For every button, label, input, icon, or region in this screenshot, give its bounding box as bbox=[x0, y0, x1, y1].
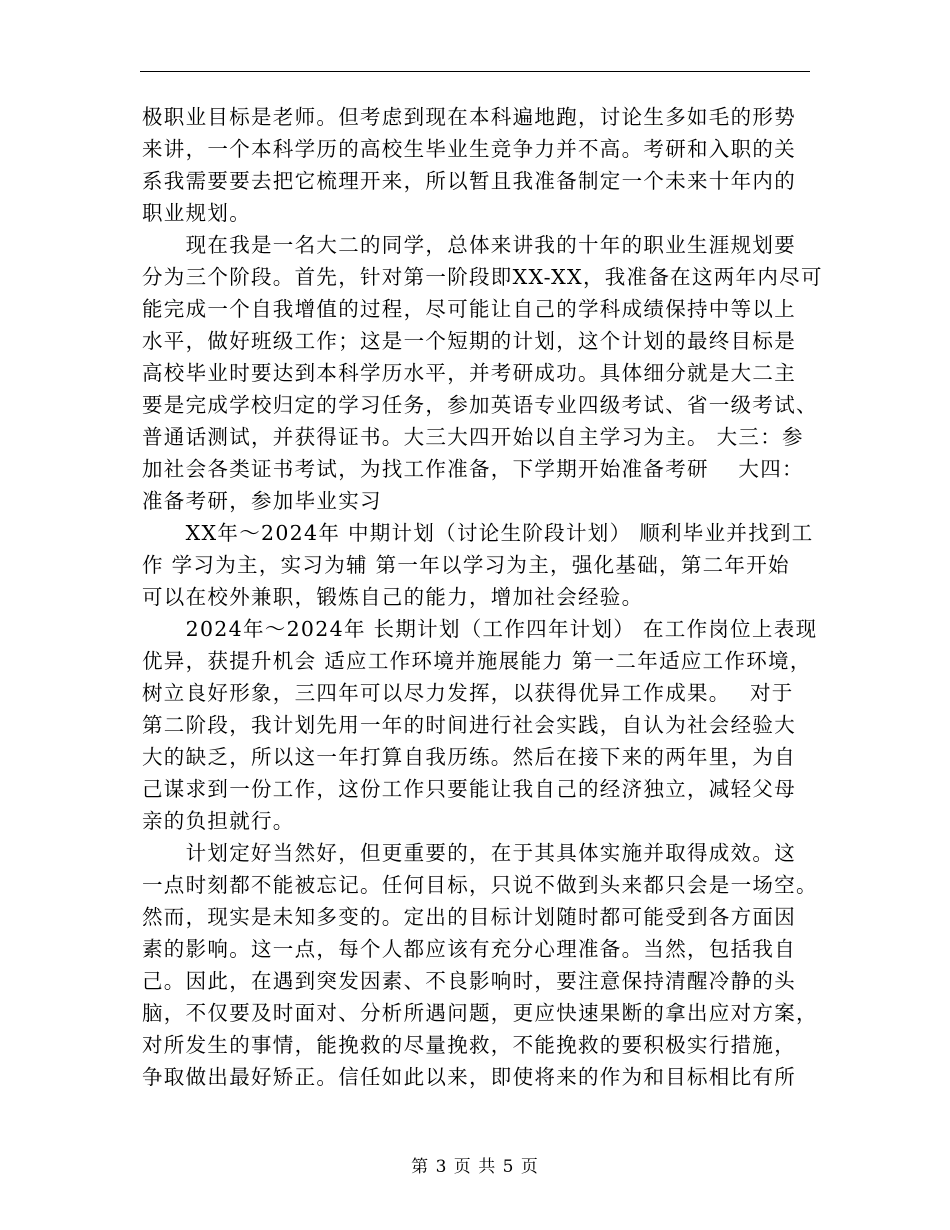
text-line: 能完成一个自我增值的过程，尽可能让自己的学科成绩保持中等以上 bbox=[142, 297, 796, 321]
text-line: 要是完成学校归定的学习任务，参加英语专业四级考试、省一级考试、 bbox=[142, 393, 818, 417]
text-line: 树立良好形象，三四年可以尽力发挥，以获得优异工作成果。 对于 bbox=[142, 681, 794, 705]
text-line: 现在我是一名大二的同学，总体来讲我的十年的职业生涯规划要 bbox=[142, 233, 796, 257]
text-line: 争取做出最好矫正。信任如此以来，即使将来的作为和目标相比有所 bbox=[142, 1065, 796, 1089]
text-line: 然而，现实是未知多变的。定出的目标计划随时都可能受到各方面因 bbox=[142, 905, 796, 929]
text-line: 大的缺乏，所以这一年打算自我历练。然后在接下来的两年里，为自 bbox=[142, 745, 796, 769]
text-line: 分为三个阶段。首先，针对第一阶段即XX-XX，我准备在这两年内尽可 bbox=[142, 265, 823, 289]
paragraph-3 bbox=[142, 517, 812, 613]
text-line: 作 学习为主，实习为辅 第一年以学习为主，强化基础，第二年开始 bbox=[142, 553, 790, 577]
text-line: 职业规划。 bbox=[142, 201, 251, 225]
text-line: 水平，做好班级工作；这是一个短期的计划，这个计划的最终目标是 bbox=[142, 329, 796, 353]
text-line: 亲的负担就行。 bbox=[142, 809, 295, 833]
text-line: 极职业目标是老师。但考虑到现在本科遍地跑，讨论生多如毛的形势 bbox=[142, 105, 796, 129]
text-line: 脑，不仅要及时面对、分析所遇问题，更应快速果断的拿出应对方案， bbox=[142, 1001, 818, 1025]
text-line: 高校毕业时要达到本科学历水平，并考研成功。具体细分就是大二主 bbox=[142, 361, 796, 385]
text-line: 素的影响。这一点，每个人都应该有充分心理准备。当然，包括我自 bbox=[142, 937, 796, 961]
text-line: 普通话测试，并获得证书。大三大四开始以自主学习为主。 大三：参 bbox=[142, 425, 804, 449]
text-line: 2024年～2024年 长期计划（工作四年计划） 在工作岗位上表现 bbox=[142, 617, 818, 641]
text-line: 计划定好当然好，但更重要的，在于其具体实施并取得成效。这 bbox=[142, 841, 796, 865]
text-line: 第二阶段，我计划先用一年的时间进行社会实践，自认为社会经验大 bbox=[142, 713, 796, 737]
text-line: 一点时刻都不能被忘记。任何目标，只说不做到头来都只会是一场空。 bbox=[142, 873, 818, 897]
document-body bbox=[142, 101, 823, 1093]
header-rule bbox=[140, 71, 810, 72]
text-line: 可以在校外兼职，锻炼自己的能力，增加社会经验。 bbox=[142, 585, 644, 609]
paragraph-4 bbox=[142, 613, 818, 837]
text-line: XX年～2024年 中期计划（讨论生阶段计划） 顺利毕业并找到工 bbox=[142, 521, 814, 545]
text-line: 准备考研，参加毕业实习 bbox=[142, 489, 382, 513]
text-line: 系我需要要去把它梳理开来，所以暂且我准备制定一个未来十年内的 bbox=[142, 169, 796, 193]
paragraph-5 bbox=[142, 837, 818, 1093]
paragraph-1 bbox=[142, 101, 812, 229]
paragraph-2 bbox=[142, 229, 823, 517]
text-line: 己谋求到一份工作，这份工作只要能让我自己的经济独立，减轻父母 bbox=[142, 777, 796, 801]
text-line: 加社会各类证书考试，为找工作准备，下学期开始准备考研 大四： bbox=[142, 457, 804, 481]
text-line: 对所发生的事情，能挽救的尽量挽救，不能挽救的要积极实行措施， bbox=[142, 1033, 796, 1057]
text-line: 来讲，一个本科学历的高校生毕业生竞争力并不高。考研和入职的关 bbox=[142, 137, 796, 161]
text-line: 己。因此，在遇到突发因素、不良影响时，要注意保持清醒冷静的头 bbox=[142, 969, 796, 993]
text-line: 优异，获提升机会 适应工作环境并施展能力 第一二年适应工作环境， bbox=[142, 649, 812, 673]
page-number-footer: 第 3 页 共 5 页 bbox=[411, 1157, 539, 1177]
